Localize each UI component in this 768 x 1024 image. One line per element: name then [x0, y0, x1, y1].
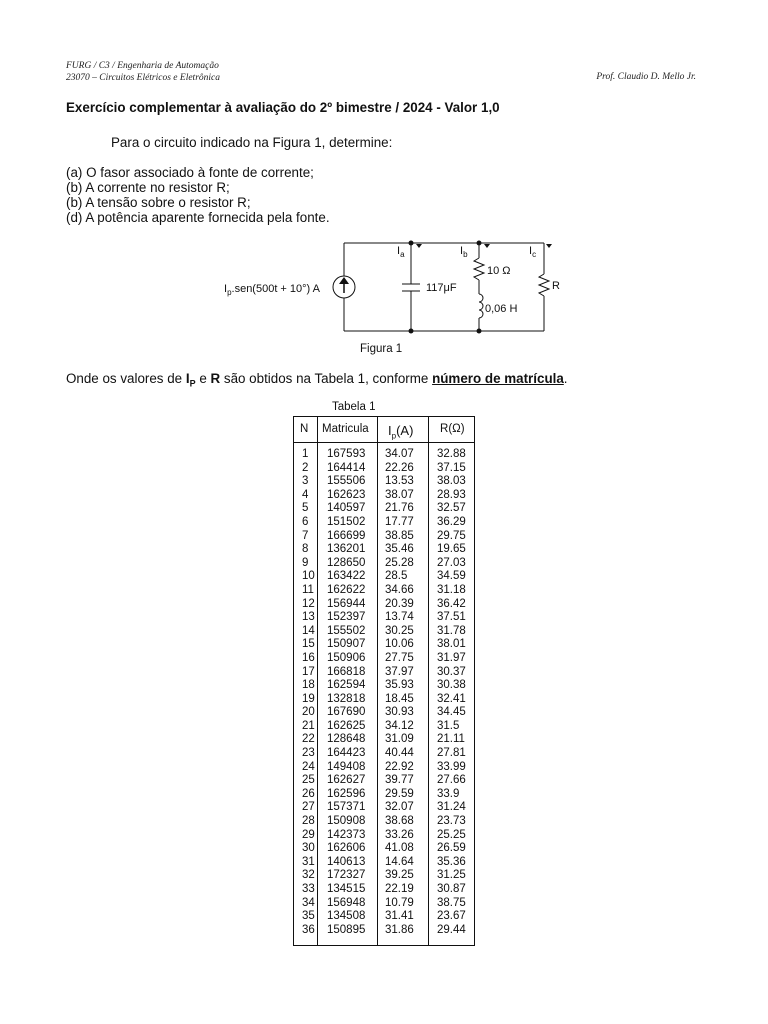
cell-r: 31.25: [437, 869, 466, 882]
cell-matricula: 128648: [327, 733, 366, 746]
cell-matricula: 128650: [327, 556, 366, 569]
cell-n: 31: [302, 855, 315, 868]
cell-ip: 10.06: [385, 638, 414, 651]
cell-ip: 31.41: [385, 910, 414, 923]
cell-r: 38.03: [437, 475, 466, 488]
cell-matricula: 155506: [327, 475, 366, 488]
cell-matricula: 172327: [327, 869, 366, 882]
cell-r: 27.81: [437, 747, 466, 760]
cell-r: 23.73: [437, 815, 466, 828]
cell-r: 36.42: [437, 597, 466, 610]
current-label-b: $I_b$: [460, 245, 468, 259]
cell-n: 34: [302, 896, 315, 909]
cell-matricula: 134508: [327, 910, 366, 923]
cell-ip: 32.07: [385, 801, 414, 814]
cell-n: 11: [302, 583, 314, 596]
question-list: [66, 165, 330, 225]
cell-r: 32.41: [437, 692, 466, 705]
cell-r: 27.03: [437, 556, 466, 569]
cell-n: 9: [302, 556, 309, 569]
cell-ip: 10.79: [385, 896, 414, 909]
cell-ip: 14.64: [385, 855, 414, 868]
cell-r: 38.75: [437, 896, 466, 909]
cell-matricula: 162623: [327, 488, 366, 501]
cell-ip: 20.39: [385, 597, 414, 610]
cell-matricula: 150907: [327, 638, 366, 651]
figure-caption: Figura 1: [360, 343, 403, 355]
cell-matricula: 156948: [327, 896, 366, 909]
cell-n: 20: [302, 706, 315, 719]
cell-r: 31.97: [437, 651, 466, 664]
col-n: [302, 448, 315, 937]
cell-ip: 30.93: [385, 706, 414, 719]
cell-r: 19.65: [437, 543, 466, 556]
cell-ip: 35.93: [385, 679, 414, 692]
cell-ip: 38.07: [385, 488, 414, 501]
cell-n: 19: [302, 692, 315, 705]
matricula-link: número de matrícula: [432, 371, 564, 386]
cell-ip: 27.75: [385, 651, 414, 664]
data-table: [293, 416, 475, 946]
cell-ip: 25.28: [385, 556, 414, 569]
question-item: (b) A tensão sobre o resistor R;: [66, 195, 251, 210]
cell-r: 31.5: [437, 719, 460, 732]
question-item: (b) A corrente no resistor R;: [66, 180, 230, 195]
cell-r: 26.59: [437, 842, 466, 855]
cell-r: 37.51: [437, 611, 466, 624]
cell-matricula: 152397: [327, 611, 366, 624]
cell-ip: 40.44: [385, 747, 414, 760]
cell-r: 29.75: [437, 529, 466, 542]
question-item: (d) A potência aparente fornecida pela fonte.: [66, 210, 330, 225]
author-name: Prof. Claudio D. Mello Jr.: [596, 72, 696, 82]
ip-symbol: $I_P$: [185, 371, 196, 389]
cell-r: 32.57: [437, 502, 466, 515]
cell-ip: 39.77: [385, 774, 414, 787]
table-caption: Tabela 1: [332, 401, 376, 413]
col-ip: [385, 448, 414, 937]
cell-matricula: 166699: [327, 529, 366, 542]
cell-matricula: 162596: [327, 787, 366, 800]
cell-r: 37.15: [437, 461, 466, 474]
note-text: Onde os valores de: [66, 371, 186, 386]
note-text: e: [195, 371, 211, 386]
question-item: (a) O fasor associado à fonte de corrente;: [66, 165, 314, 180]
cell-matricula: 164414: [327, 461, 366, 474]
resistor-r: [539, 274, 549, 296]
cell-n: 28: [302, 815, 315, 828]
cell-ip: 22.92: [385, 760, 414, 773]
cell-r: 35.36: [437, 855, 466, 868]
cell-r: 30.38: [437, 679, 466, 692]
cell-ip: 22.26: [385, 461, 414, 474]
cell-matricula: 150906: [327, 651, 366, 664]
cell-n: 33: [302, 883, 315, 895]
cell-matricula: 142373: [327, 828, 366, 841]
cell-n: 12: [302, 597, 315, 610]
cell-matricula: 163422: [327, 570, 366, 583]
cell-r: 33.99: [437, 760, 466, 773]
cell-r: 25.25: [437, 828, 466, 841]
course-line: FURG / C3 / Engenharia de Automação: [66, 61, 219, 71]
cell-matricula: 140613: [327, 855, 366, 868]
cell-matricula: 167593: [327, 448, 366, 460]
intro-text: Para o circuito indicado na Figura 1, determine:: [111, 135, 393, 150]
cell-ip: 35.46: [385, 543, 414, 556]
cell-matricula: 140597: [327, 502, 366, 515]
cell-matricula: 156944: [327, 597, 366, 610]
cell-matricula: 157371: [327, 801, 366, 814]
cell-ip: 37.97: [385, 665, 414, 678]
cell-ip: 34.66: [385, 583, 414, 596]
cell-n: 15: [302, 638, 315, 651]
current-label-c: $I_c$: [529, 245, 537, 259]
cell-matricula: 164423: [327, 747, 366, 760]
r-label: R: [552, 280, 560, 292]
cell-ip: 30.25: [385, 624, 414, 637]
cell-n: 17: [302, 665, 315, 678]
cell-ip: 21.76: [385, 502, 414, 515]
cell-n: 5: [302, 502, 309, 515]
cell-matricula: 167690: [327, 706, 366, 719]
cell-ip: 17.77: [385, 515, 414, 528]
cell-matricula: 162625: [327, 719, 366, 732]
current-label-a: $I_a$: [397, 245, 405, 259]
cell-ip: 41.08: [385, 842, 414, 855]
cell-n: 32: [302, 869, 315, 882]
resistor-10-ohm: [474, 258, 484, 280]
cell-r: 31.78: [437, 624, 466, 637]
cell-n: 3: [302, 475, 309, 488]
cell-r: 27.66: [437, 774, 466, 787]
cell-matricula: 132818: [327, 692, 366, 705]
cell-ip: 28.5: [385, 570, 408, 583]
cell-matricula: 162622: [327, 583, 366, 596]
col-header-r: R(Ω): [440, 423, 465, 435]
cell-ip: 33.26: [385, 828, 414, 841]
inductor: [479, 294, 483, 318]
cell-matricula: 136201: [327, 543, 366, 556]
cell-r: 31.24: [437, 801, 466, 814]
cell-ip: 22.19: [385, 883, 414, 895]
cell-matricula: 162594: [327, 679, 366, 692]
cell-ip: 13.74: [385, 611, 414, 624]
cell-r: 32.88: [437, 448, 466, 460]
cell-matricula: 149408: [327, 760, 366, 773]
cell-matricula: 150908: [327, 815, 366, 828]
cell-r: 33.9: [437, 787, 460, 800]
cell-r: 23.67: [437, 910, 466, 923]
cell-ip: 31.09: [385, 733, 414, 746]
cell-r: 29.44: [437, 923, 466, 936]
cell-n: 16: [302, 651, 315, 664]
values-note: Onde os valores de $I_P$ e R são obtidos na Tabela 1, conforme número de matrícula.: [66, 371, 568, 389]
cell-ip: 31.86: [385, 923, 414, 936]
course-code-line: 23070 – Circuitos Elétricos e Eletrônica: [66, 73, 221, 83]
cell-r: 21.11: [437, 733, 465, 746]
note-text: são obtidos na Tabela 1, conforme: [220, 371, 433, 386]
cell-r: 38.01: [437, 638, 466, 651]
cell-r: 31.18: [437, 583, 466, 596]
cell-n: 13: [302, 611, 315, 624]
cell-n: 6: [302, 515, 309, 528]
cell-ip: 38.68: [385, 815, 414, 828]
cell-matricula: 150895: [327, 923, 366, 936]
cell-ip: 38.85: [385, 529, 414, 542]
cell-matricula: 134515: [327, 883, 366, 895]
cell-r: 34.45: [437, 706, 466, 719]
cell-ip: 39.25: [385, 869, 414, 882]
cell-n: 10: [302, 570, 315, 583]
cell-n: 8: [302, 543, 309, 556]
cell-n: 1: [302, 448, 309, 460]
r-symbol: R: [210, 371, 221, 386]
cell-ip: 18.45: [385, 692, 414, 705]
cell-r: 28.93: [437, 488, 466, 501]
col-header-n: N: [300, 423, 309, 435]
cell-n: 30: [302, 842, 315, 855]
cell-n: 7: [302, 529, 309, 542]
cell-n: 25: [302, 774, 315, 787]
cell-r: 34.59: [437, 570, 466, 583]
cell-ip: 29.59: [385, 787, 414, 800]
col-header-ip: $I_p(A)$: [388, 423, 414, 441]
cell-ip: 13.53: [385, 475, 414, 488]
inductor-label: 0,06 H: [485, 303, 518, 315]
cell-n: 24: [302, 760, 315, 773]
cell-n: 18: [302, 679, 315, 692]
cell-n: 4: [302, 488, 309, 501]
col-r: [437, 448, 466, 937]
cell-n: 22: [302, 733, 315, 746]
cell-n: 21: [302, 719, 315, 732]
cell-n: 2: [302, 461, 309, 474]
cell-n: 27: [302, 801, 315, 814]
cell-n: 35: [302, 910, 315, 923]
cell-r: 30.37: [437, 665, 466, 678]
cell-r: 30.87: [437, 883, 466, 895]
cell-r: 36.29: [437, 515, 466, 528]
cell-n: 29: [302, 828, 315, 841]
cell-matricula: 162627: [327, 774, 366, 787]
capacitor-label: 117μF: [426, 282, 457, 294]
cell-ip: 34.12: [385, 719, 414, 732]
cell-ip: 34.07: [385, 448, 414, 460]
cell-matricula: 162606: [327, 842, 366, 855]
course-header: [66, 60, 220, 84]
cell-n: 23: [302, 747, 315, 760]
col-matricula: [327, 448, 365, 937]
page-title: Exercício complementar à avaliação do 2º bimestre / 2024 - Valor 1,0: [66, 100, 500, 115]
cell-matricula: 151502: [327, 515, 366, 528]
cell-matricula: 166818: [327, 665, 366, 678]
cell-matricula: 155502: [327, 624, 366, 637]
cell-n: 36: [302, 923, 315, 936]
resistor-label: 10 Ω: [487, 265, 511, 277]
source-label: $I_p.sen(500t + 10^\circ)$ A: [224, 283, 320, 297]
col-header-matricula: Matricula: [322, 423, 369, 435]
cell-n: 14: [302, 624, 315, 637]
circuit-figure: [222, 236, 562, 340]
cell-n: 26: [302, 787, 315, 800]
